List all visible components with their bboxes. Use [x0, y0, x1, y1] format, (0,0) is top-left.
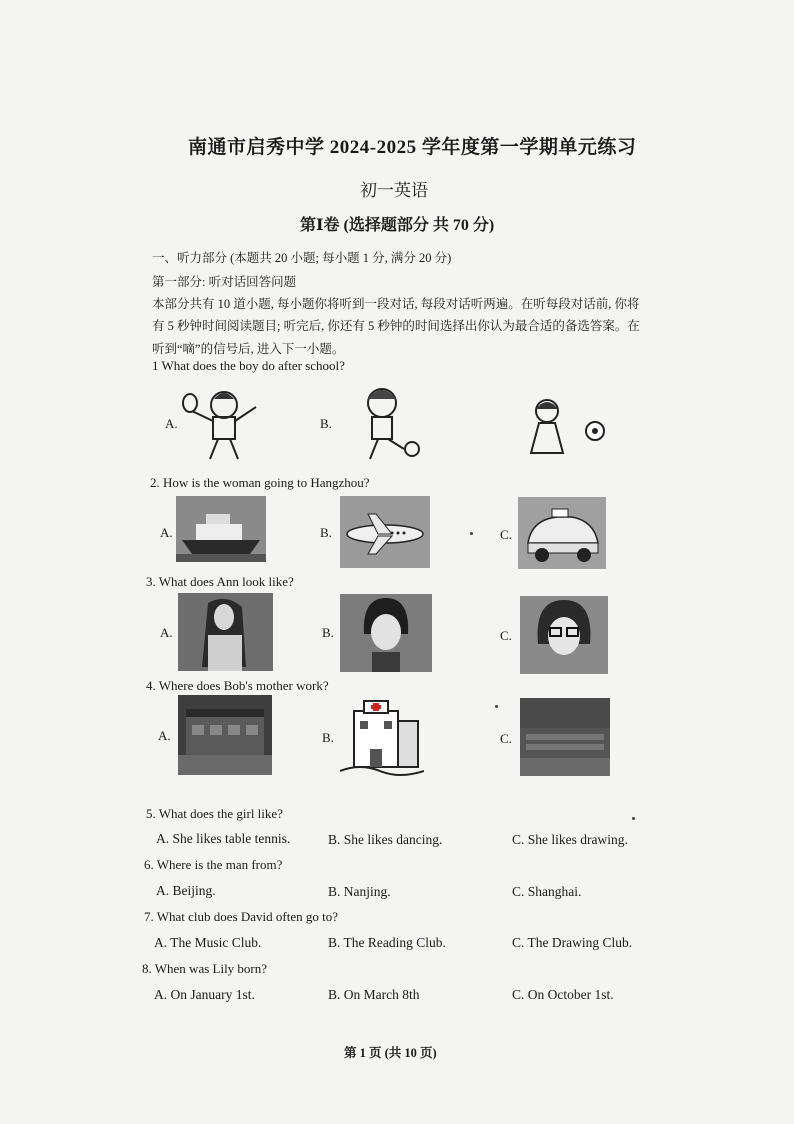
- ship-picture: [176, 496, 266, 562]
- football-boy-picture: [342, 383, 424, 463]
- plane-picture: [340, 496, 430, 568]
- option-label: C.: [500, 527, 512, 542]
- question-text: 3. What does Ann look like?: [146, 574, 294, 589]
- page-footer: 第 1 页 (共 10 页): [344, 1046, 437, 1060]
- question-text: 1 What does the boy do after school?: [152, 358, 345, 373]
- scan-speck: [495, 705, 498, 708]
- question-text: 2. How is the woman going to Hangzhou?: [150, 475, 370, 490]
- volume-title: 第Ⅰ卷 (选择题部分 共 70 分): [300, 217, 495, 234]
- short-hair-girl-picture: [340, 594, 432, 672]
- instruction-line: 本部分共有 10 道小题, 每小题你将听到一段对话, 每段对话听两遍。在听每段对话前, 你将: [152, 297, 640, 311]
- answer-option-b[interactable]: B. The Reading Club.: [328, 935, 446, 950]
- question-text: 6. Where is the man from?: [144, 857, 283, 872]
- answer-option-a[interactable]: A. The Music Club.: [154, 935, 262, 950]
- option-label: B.: [320, 416, 332, 431]
- long-hair-woman-picture: [178, 593, 273, 671]
- question-text: 7. What club does David often go to?: [144, 909, 338, 924]
- option-label: A.: [160, 525, 173, 540]
- option-label: C.: [500, 628, 512, 643]
- question-text: 8. When was Lily born?: [142, 961, 268, 976]
- scan-speck: [632, 817, 635, 820]
- badminton-boy-picture: [180, 383, 268, 463]
- answer-option-b[interactable]: B. Nanjing.: [328, 884, 391, 899]
- option-label: B.: [322, 625, 334, 640]
- instruction-line: 有 5 秒钟时间阅读题目; 听完后, 你还有 5 秒钟的时间选择出你认为最合适的备选答案。在: [152, 319, 640, 333]
- page-title: 南通市启秀中学 2024-2025 学年度第一学期单元练习: [188, 137, 637, 158]
- option-label: A.: [165, 416, 178, 431]
- instruction-line: 听到“嘀”的信号后, 进入下一小题。: [152, 342, 345, 356]
- answer-option-a[interactable]: A. Beijing.: [156, 883, 216, 898]
- girl-with-glasses-picture: [520, 596, 608, 674]
- answer-option-c[interactable]: C. Shanghai.: [512, 884, 582, 899]
- answer-option-c[interactable]: C. On October 1st.: [512, 987, 614, 1002]
- option-label: C.: [500, 731, 512, 746]
- answer-option-b[interactable]: B. She likes dancing.: [328, 832, 443, 847]
- answer-option-b[interactable]: B. On March 8th: [328, 987, 420, 1002]
- option-label: A.: [160, 625, 173, 640]
- factory-picture: [520, 698, 610, 776]
- part-title: 第一部分: 听对话回答问题: [152, 275, 297, 289]
- question-text: 5. What does the girl like?: [146, 806, 283, 821]
- taxi-picture: [518, 497, 606, 569]
- subject-title: 初一英语: [360, 181, 428, 200]
- answer-option-c[interactable]: C. She likes drawing.: [512, 832, 628, 847]
- option-label: B.: [322, 730, 334, 745]
- hospital-picture: [340, 697, 424, 777]
- girl-with-ball-picture: [515, 395, 607, 463]
- scan-speck: [470, 532, 473, 535]
- option-label: A.: [158, 728, 171, 743]
- section-heading: 一、听力部分 (本题共 20 小题; 每小题 1 分, 满分 20 分): [152, 251, 452, 265]
- question-text: 4. Where does Bob's mother work?: [146, 678, 329, 693]
- school-building-picture: [178, 695, 272, 775]
- answer-option-a[interactable]: A. She likes table tennis.: [156, 831, 291, 846]
- option-label: B.: [320, 525, 332, 540]
- answer-option-a[interactable]: A. On January 1st.: [154, 987, 255, 1002]
- answer-option-c[interactable]: C. The Drawing Club.: [512, 935, 633, 950]
